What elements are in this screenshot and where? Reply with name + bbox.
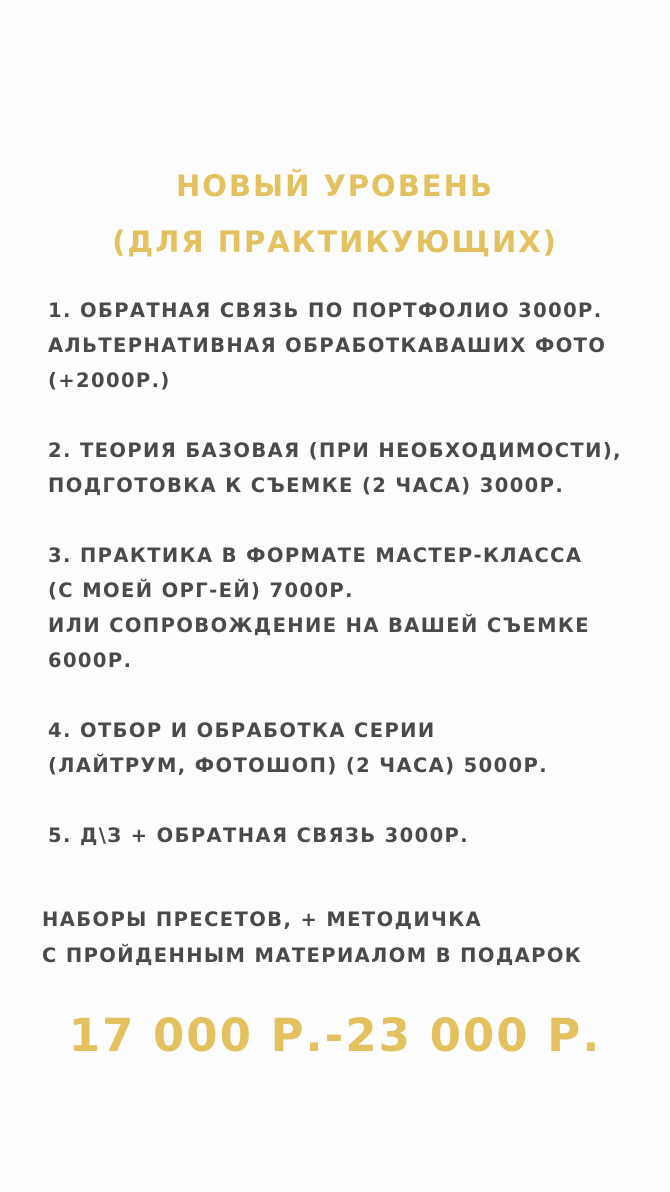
spacer (48, 783, 668, 818)
service-item-3-line-3: ИЛИ СОПРОВОЖДЕНИЕ НА ВАШЕЙ СЪЕМКЕ (48, 614, 590, 637)
service-item-1 (48, 293, 668, 398)
spacer (48, 678, 668, 713)
service-item-1-line-2: АЛЬТЕРНАТИВНАЯ ОБРАБОТКАВАШИХ ФОТО (48, 334, 607, 357)
service-item-3-line-2: (С МОЕЙ ОРГ-ЕЙ) 7000Р. (48, 579, 354, 602)
bonus-line-1: НАБОРЫ ПРЕСЕТОВ, + МЕТОДИЧКА (42, 908, 483, 931)
service-item-4 (48, 713, 668, 783)
service-item-4-line-2: (ЛАЙТРУМ, ФОТОШОП) (2 ЧАСА) 5000Р. (48, 754, 549, 777)
spacer (48, 398, 668, 433)
title-line-2: (ДЛЯ ПРАКТИКУЮЩИХ) (112, 225, 558, 259)
service-item-5-line-1: 5. Д\З + ОБРАТНАЯ СВЯЗЬ 3000Р. (48, 824, 470, 847)
service-item-5 (48, 818, 668, 853)
bonus-note (42, 902, 662, 974)
service-item-4-line-1: 4. ОТБОР И ОБРАБОТКА СЕРИИ (48, 719, 436, 742)
service-item-2 (48, 433, 668, 503)
title-line-1: НОВЫЙ УРОВЕНЬ (176, 169, 494, 203)
service-item-3 (48, 538, 668, 678)
service-item-2-line-1: 2. ТЕОРИЯ БАЗОВАЯ (ПРИ НЕОБХОДИМОСТИ), (48, 439, 622, 462)
bonus-line-2: С ПРОЙДЕННЫМ МАТЕРИАЛОМ В ПОДАРОК (42, 944, 583, 967)
spacer (48, 503, 668, 538)
service-item-2-line-2: ПОДГОТОВКА К СЪЕМКЕ (2 ЧАСА) 3000Р. (48, 474, 565, 497)
price-range: 17 000 Р.-23 000 Р. (68, 1009, 602, 1062)
service-list (48, 293, 668, 853)
service-item-3-line-4: 6000Р. (48, 649, 133, 672)
service-item-1-line-1: 1. ОБРАТНАЯ СВЯЗЬ ПО ПОРТФОЛИО 3000Р. (48, 299, 603, 322)
service-item-1-line-3: (+2000Р.) (48, 369, 171, 392)
service-item-3-line-1: 3. ПРАКТИКА В ФОРМАТЕ МАСТЕР-КЛАССА (48, 544, 583, 567)
